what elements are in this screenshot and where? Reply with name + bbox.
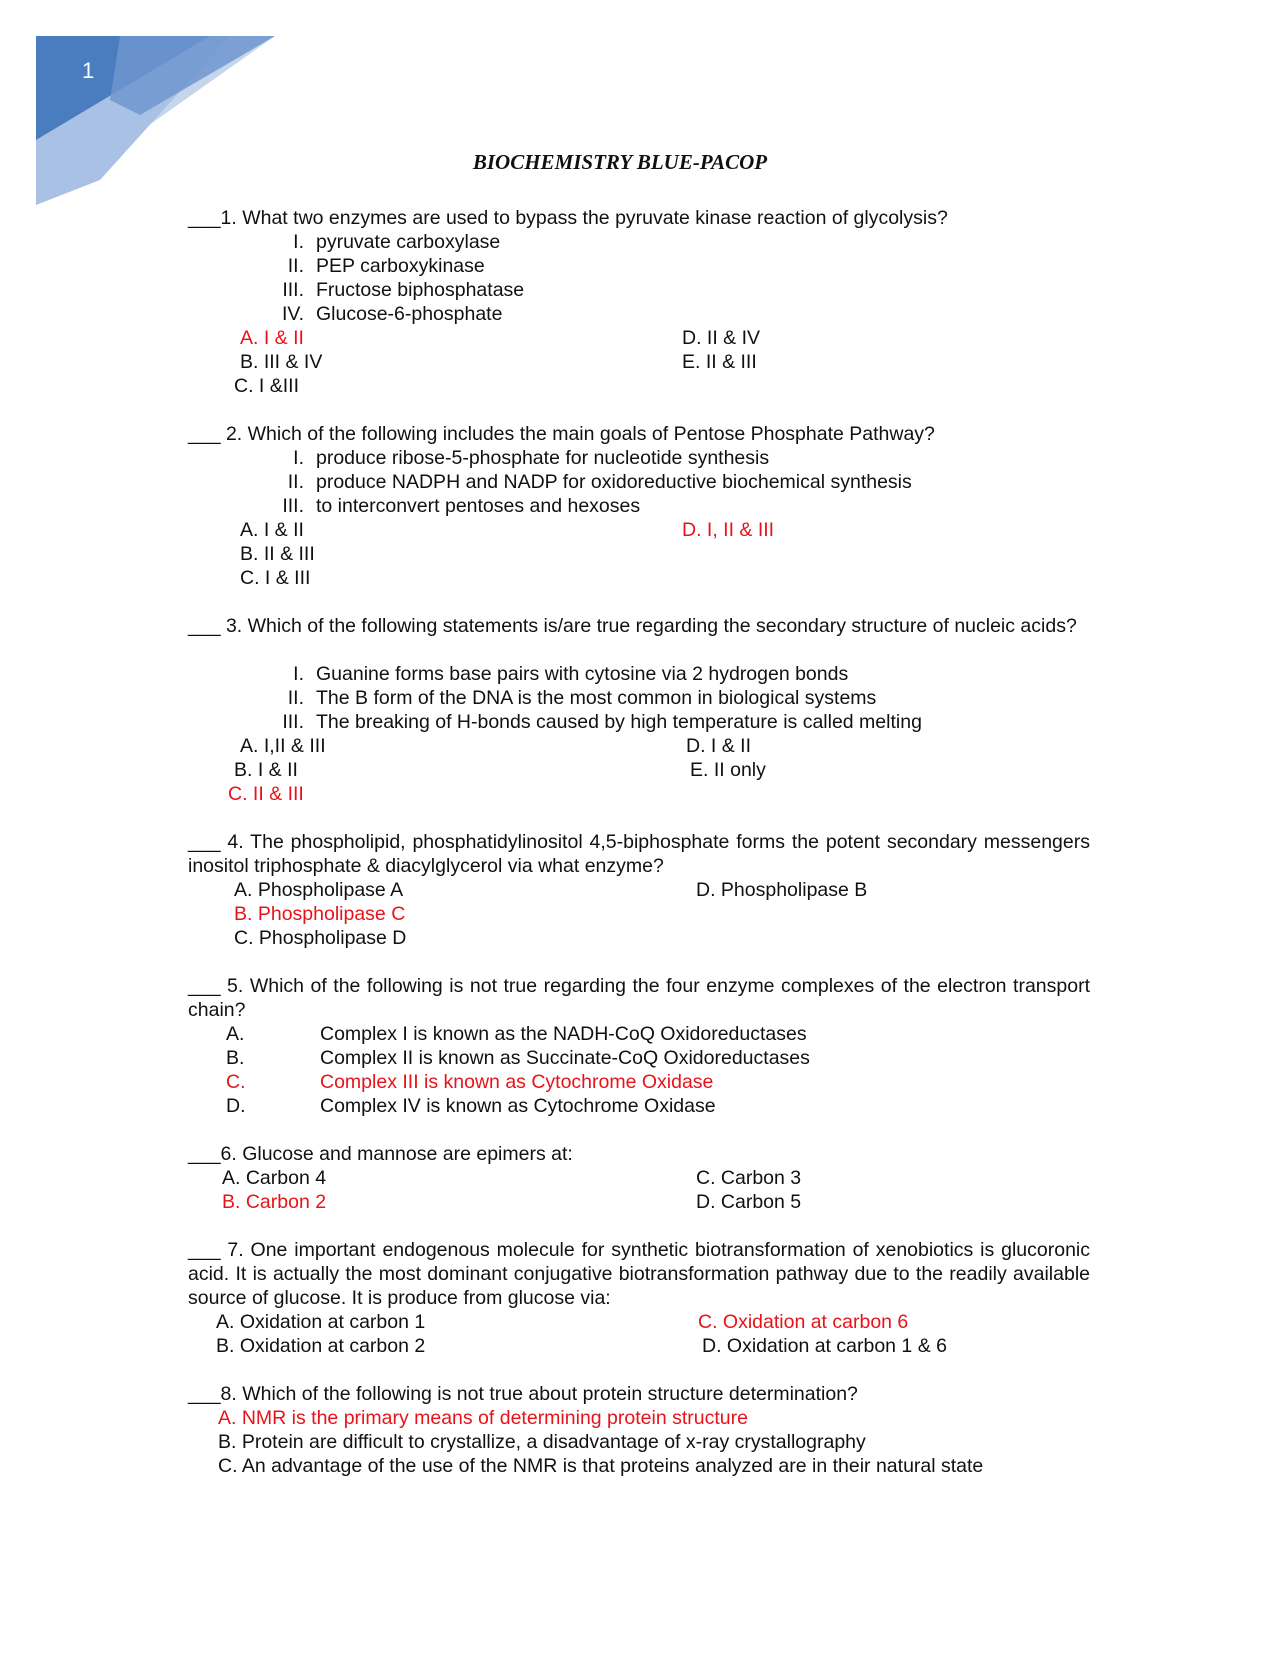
q3-choice-b: B. I & II <box>234 759 298 781</box>
q2-choice-c: C. I & III <box>240 567 311 589</box>
q5-option-b: B. Complex II is known as Succinate-CoQ Oxidoreductases <box>226 1047 810 1069</box>
q5-option-a: A. Complex I is known as the NADH-CoQ Oxidoreductases <box>226 1023 807 1045</box>
q2-choice-a: A. I & II <box>240 519 304 541</box>
q4-choice-d: D. Phospholipase B <box>696 879 868 901</box>
question-2-stem: ___ 2. Which of the following includes the main goals of Pentose Phosphate Pathway? <box>188 423 935 445</box>
q2-item-2: II. produce NADPH and NADP for oxidoreductive biochemical synthesis <box>287 471 912 493</box>
q5-option-d: D. Complex IV is known as Cytochrome Oxidase <box>226 1095 716 1117</box>
question-8-stem: ___8. Which of the following is not true about protein structure determination? <box>188 1383 858 1405</box>
q1-item-4: IV. Glucose-6-phosphate <box>281 303 503 325</box>
q1-item-3: III. Fructose biphosphatase <box>282 279 525 301</box>
q7-choice-b: B. Oxidation at carbon 2 <box>216 1335 426 1357</box>
q1-choice-b: B. III & IV <box>240 351 323 373</box>
page-title: BIOCHEMISTRY BLUE-PACOP <box>472 150 768 174</box>
q1-item-2: II. PEP carboxykinase <box>287 255 485 277</box>
q1-choice-d: D. II & IV <box>682 327 761 349</box>
question-6-stem: ___6. Glucose and mannose are epimers at: <box>188 1143 573 1165</box>
q2-choice-d-answer: D. I, II & III <box>682 519 775 541</box>
page-number: 1 <box>82 58 95 83</box>
question-5-stem: ___ 5. Which of the following is not true regarding the four enzyme complexes of the electron transport chain? <box>188 975 1090 1021</box>
q5-option-c-answer: C. Complex III is known as Cytochrome Oxidase <box>226 1071 714 1093</box>
q1-item-1: I. pyruvate carboxylase <box>293 231 501 253</box>
q3-choice-a: A. I,II & III <box>240 735 326 757</box>
q4-choice-b-answer: B. Phospholipase C <box>234 903 406 925</box>
q2-item-1: I. produce ribose-5-phosphate for nucleotide synthesis <box>293 447 770 469</box>
q2-choice-b: B. II & III <box>240 543 315 565</box>
q3-choice-c-answer: C. II & III <box>228 783 304 805</box>
question-7-stem: ___ 7. One important endogenous molecule for synthetic biotransformation of xenobiotics is glucoronic acid. It is actually the most dominant conjugative biotransformation pathway due to the readily available source of glucose. It is produce from glucose via: <box>188 1239 1090 1309</box>
q6-choice-b-answer: B. Carbon 2 <box>222 1191 327 1213</box>
q7-choice-a: A. Oxidation at carbon 1 <box>216 1311 426 1333</box>
q3-item-3: III. The breaking of H-bonds caused by high temperature is called melting <box>282 711 922 733</box>
question-1-stem: ___1. What two enzymes are used to bypass the pyruvate kinase reaction of glycolysis? <box>188 207 948 229</box>
question-4-stem: ___ 4. The phospholipid, phosphatidylinositol 4,5-biphosphate forms the potent secondary messengers inositol triphosphate & diacylglycerol via what enzyme? <box>188 831 1090 877</box>
q1-choice-c: C. I &III <box>234 375 300 397</box>
q8-choice-b: B. Protein are difficult to crystallize, a disadvantage of x-ray crystallography <box>218 1431 866 1453</box>
q3-choice-e: E. II only <box>690 759 766 781</box>
q1-choice-e: E. II & III <box>682 351 757 373</box>
q6-choice-d: D. Carbon 5 <box>696 1191 802 1213</box>
q3-choice-d: D. I & II <box>686 735 752 757</box>
q3-item-2: II. The B form of the DNA is the most common in biological systems <box>287 687 877 709</box>
q8-choice-c: C. An advantage of the use of the NMR is that proteins analyzed are in their natural state <box>218 1455 984 1477</box>
q7-choice-d: D. Oxidation at carbon 1 & 6 <box>702 1335 947 1357</box>
question-3-stem: ___ 3. Which of the following statements is/are true regarding the secondary structure of nucleic acids? <box>188 615 1077 637</box>
q1-choice-a-answer: A. I & II <box>240 327 304 349</box>
q4-choice-a: A. Phospholipase A <box>234 879 404 901</box>
q4-choice-c: C. Phospholipase D <box>234 927 407 949</box>
q3-item-1: I. Guanine forms base pairs with cytosine via 2 hydrogen bonds <box>293 663 849 685</box>
corner-decoration <box>0 0 300 220</box>
q7-choice-c-answer: C. Oxidation at carbon 6 <box>698 1311 909 1333</box>
q6-choice-c: C. Carbon 3 <box>696 1167 802 1189</box>
q6-choice-a: A. Carbon 4 <box>222 1167 327 1189</box>
q2-item-3: III. to interconvert pentoses and hexoses <box>282 495 641 517</box>
q8-choice-a-answer: A. NMR is the primary means of determining protein structure <box>218 1407 748 1429</box>
